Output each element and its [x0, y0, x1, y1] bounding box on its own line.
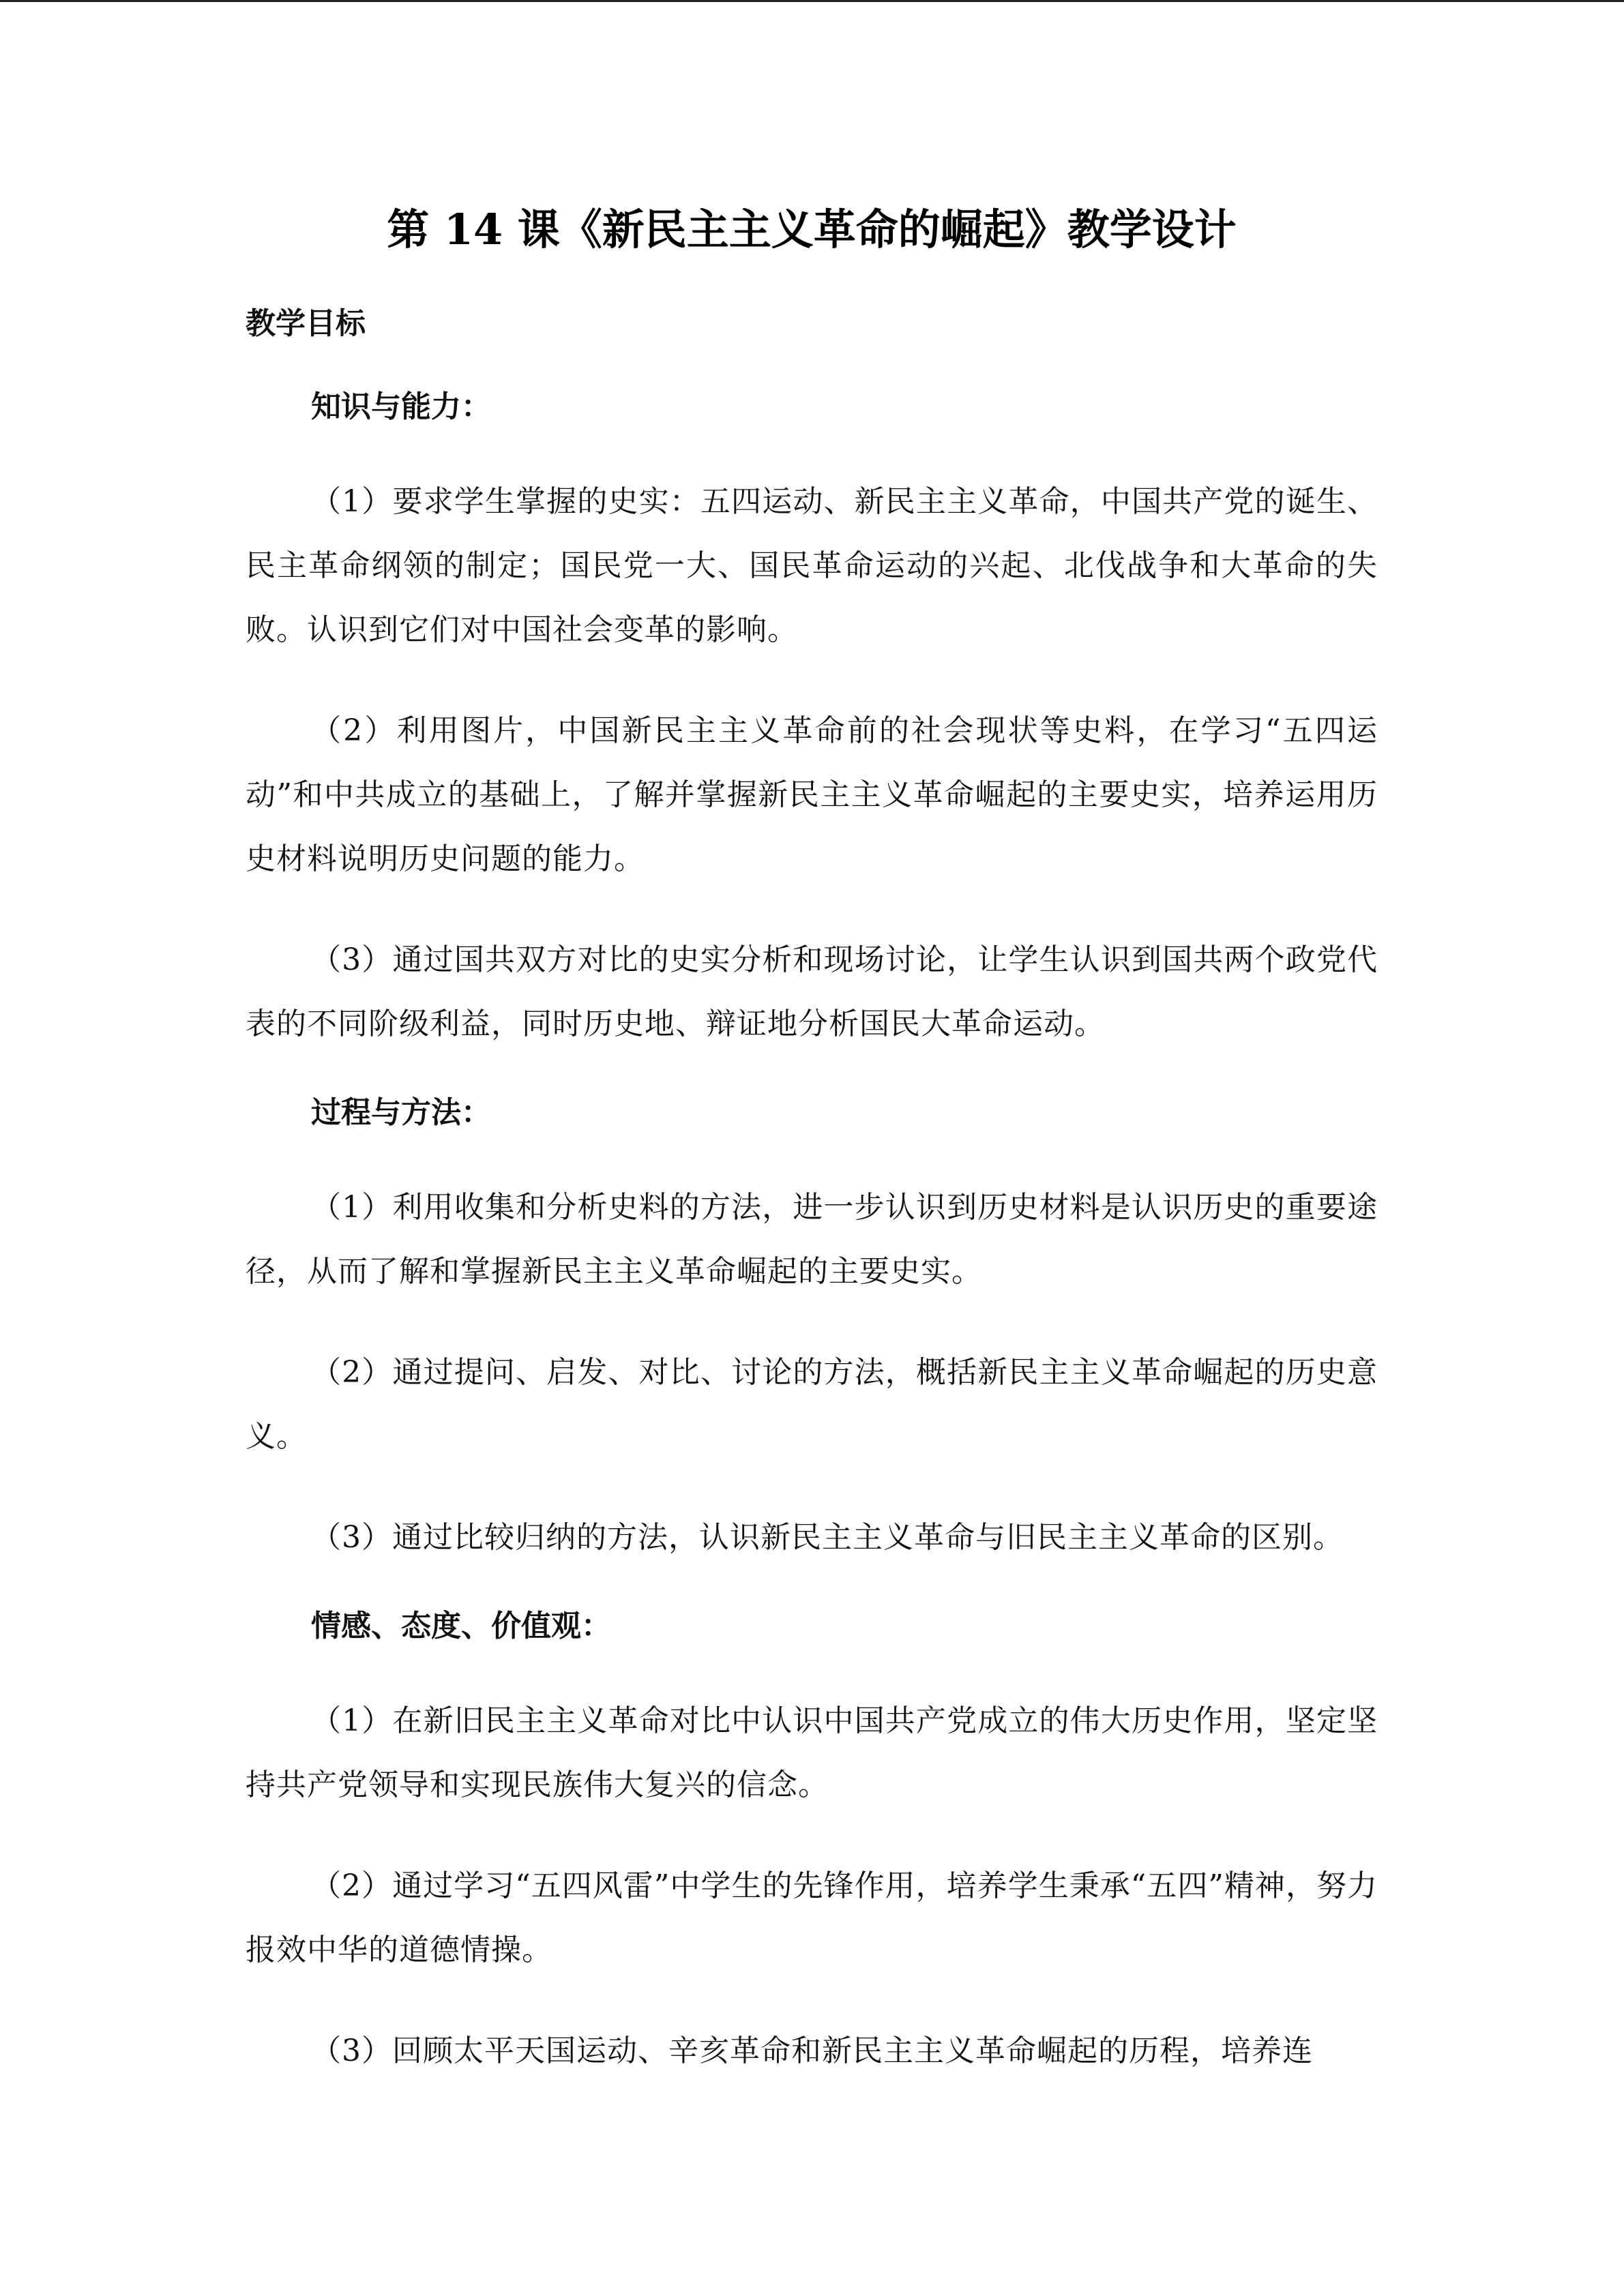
page-top-border — [0, 0, 1624, 2]
document-page — [246, 205, 1378, 2120]
paragraph: （2）通过提问、启发、对比、讨论的方法，概括新民主主义革命崛起的历史意义。 — [246, 1354, 1378, 1454]
paragraph: （2）利用图片，中国新民主主义革命前的社会现状等史料，在学习“五四运动”和中共成立的基础上，了解并掌握新民主主义革命崛起的主要史实，培养运用历史材料说明历史问题的能力。 — [246, 713, 1378, 876]
paragraph: （1）要求学生掌握的史实：五四运动、新民主主义革命，中国共产党的诞生、民主革命纲领的制定；国民党一大、国民革命运动的兴起、北伐战争和大革命的失败。认识到它们对中国社会变革的影响。 — [246, 483, 1378, 647]
paragraph: （1）利用收集和分析史料的方法，进一步认识到历史材料是认识历史的重要途径，从而了解和掌握新民主主义革命崛起的主要史实。 — [246, 1189, 1378, 1289]
section-heading-teaching-goals: 教学目标 — [246, 306, 366, 342]
subsection-heading: 过程与方法： — [311, 1094, 491, 1130]
paragraph: （3）回顾太平天国运动、辛亥革命和新民主主义革命崛起的历程，培养连 — [311, 2033, 1313, 2069]
document-title: 第 14 课《新民主主义革命的崛起》教学设计 — [387, 205, 1237, 254]
paragraph: （1）在新旧民主主义革命对比中认识中国共产党成立的伟大历史作用，坚定坚持共产党领导和实现民族伟大复兴的信念。 — [246, 1703, 1378, 1803]
paragraph: （3）通过比较归纳的方法，认识新民主主义革命与旧民主主义革命的区别。 — [311, 1519, 1344, 1555]
subsection-heading: 知识与能力： — [311, 389, 491, 424]
subsection-heading: 情感、态度、价值观： — [311, 1608, 611, 1643]
subsection-emotion-attitude-values — [246, 1607, 1378, 2083]
paragraph: （3）通过国共双方对比的史实分析和现场讨论，让学生认识到国共两个政党代表的不同阶级利益，同时历史地、辩证地分析国民大革命运动。 — [246, 942, 1378, 1041]
subsection-process-method — [246, 1093, 1378, 1570]
subsection-knowledge-ability — [246, 387, 1378, 1056]
paragraph: （2）通过学习“五四风雷”中学生的先锋作用，培养学生秉承“五四”精神，努力报效中华的道德情操。 — [246, 1868, 1378, 1968]
